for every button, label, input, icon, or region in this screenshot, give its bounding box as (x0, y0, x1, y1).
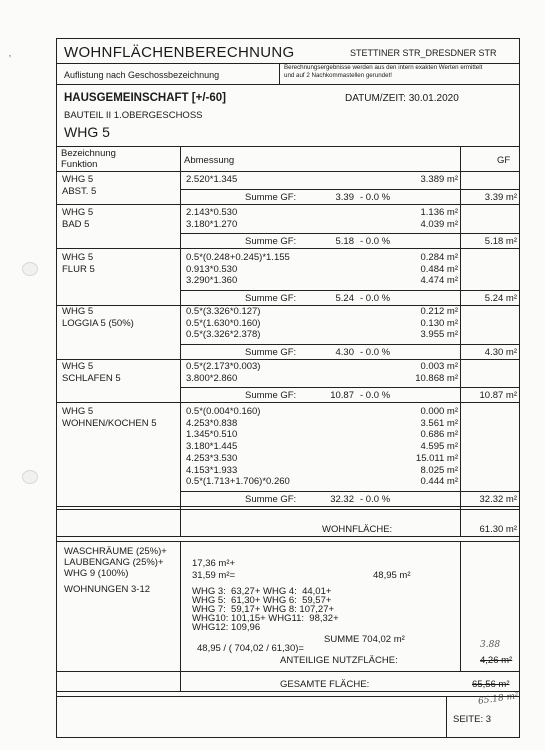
subtotal-rule (180, 189, 520, 190)
shared-area-labels (64, 546, 167, 595)
item-area: 3.389 m² (420, 174, 458, 185)
item-area: 4.039 m² (420, 218, 458, 230)
dimension-formula: 4.153*1.933 (186, 464, 238, 476)
room-unit: WHG 5 (62, 174, 94, 185)
item-area: 1.136 m² (420, 207, 458, 218)
room-unit: WHG 5 (62, 361, 94, 372)
sum-value: 32.32 (330, 493, 354, 505)
unit-area-line: WHG12: 109,96 (192, 622, 261, 633)
sum-percent: - 0.0 % (360, 236, 391, 248)
dimension-formula: 3.180*1.445 (186, 441, 238, 453)
unit-area-line: WHG10: 101,15+ WHG11: 98,32+ (192, 613, 339, 624)
handwritten-correction: 3.88 (480, 640, 501, 650)
shared-area-line: WOHNUNGEN 3-12 (64, 584, 151, 595)
wohnflaeche-label: WOHNFLÄCHE: (322, 524, 393, 535)
sum-value: 5.24 (335, 293, 354, 305)
dimension-formula: 3.290*1.360 (186, 275, 238, 287)
sum-value: 10.87 (330, 390, 354, 402)
room-gf: 5.18 m² (484, 236, 517, 248)
item-area: 0.000 m² (420, 406, 458, 417)
share-formula: 48,95 / ( 704,02 / 61,30)= (197, 643, 304, 654)
total-area-value: 65,56 m² (472, 679, 510, 690)
share-value: 4,26 m² (480, 655, 513, 666)
unit-area-list (192, 587, 339, 632)
dimension-formula: 0.5*(0.004*0.160) (186, 406, 261, 417)
dimension-formula: 0.913*0.530 (186, 263, 238, 275)
dimension-formula: 2.520*1.345 (186, 174, 238, 185)
sum-percent: - 0.0 % (360, 191, 391, 203)
dimension-formula: 0.5*(2.173*0.003) (186, 361, 261, 372)
unit-area-line: WHG 7: 59,17+ WHG 8: 107,27+ (192, 604, 335, 615)
sum-label: Summe GF: (245, 293, 297, 305)
date-time: DATUM/ZEIT: 30.01.2020 (345, 93, 459, 104)
sum-label: Summe GF: (245, 347, 297, 359)
page-title: WOHNFLÄCHENBERECHNUNG (64, 44, 295, 61)
room-name: ABST. 5 (62, 185, 97, 197)
room-gf: 3.39 m² (484, 191, 517, 203)
item-area: 0.212 m² (420, 306, 458, 317)
subtitle: Auflistung nach Geschossbezeichnung (64, 70, 220, 80)
note-line: und auf 2 Nachkommastellen gerundet! (284, 72, 393, 79)
shared-value-1: 17,36 m²+ (192, 558, 236, 569)
share-label: ANTEILIGE NUTZFLÄCHE: (280, 655, 398, 666)
item-area: 10.868 m² (415, 372, 458, 384)
address: STETTINER STR_DRESDNER STR (350, 48, 497, 58)
unit-title: WHG 5 (64, 124, 110, 140)
note-line: Berechnungsergebnisse werden aus den intern exakten Werten ermittelt (284, 64, 483, 71)
row-separator (56, 402, 520, 403)
handwritten-total: 65.18 m² (477, 691, 520, 707)
shared-value-2: 31,59 m²= (192, 570, 236, 581)
item-area: 4.595 m² (420, 441, 458, 453)
dimension-formula: 4.253*3.530 (186, 452, 238, 464)
sum-percent: - 0.0 % (360, 293, 391, 305)
subtotal-rule (180, 290, 520, 291)
item-area: 0.686 m² (420, 429, 458, 441)
room-gf: 4.30 m² (484, 347, 517, 359)
item-area: 0.130 m² (420, 317, 458, 329)
row-separator (56, 204, 520, 205)
shared-area-line: WASCHRÄUME (25%)+ (64, 546, 167, 557)
sum-value: 4.30 (335, 347, 354, 359)
room-gf: 10.87 m² (479, 390, 517, 402)
subtotal-rule (180, 387, 520, 388)
room-unit: WHG 5 (62, 406, 94, 417)
col-header-gf: GF (497, 155, 511, 166)
shared-value-total: 48,95 m² (373, 570, 411, 581)
room-name: WOHNEN/KOCHEN 5 (62, 417, 157, 429)
sum-label: Summe GF: (245, 236, 297, 248)
header-line: Funktion (61, 159, 98, 170)
dimension-formula: 3.800*2.860 (186, 372, 238, 384)
dimension-formula: 2.143*0.530 (186, 207, 238, 218)
dimension-formula: 0.5*(0.248+0.245)*1.155 (186, 252, 290, 263)
sum-value: 3.39 (335, 191, 354, 203)
room-gf: 32.32 m² (479, 493, 517, 505)
total-area-label: GESAMTE FLÄCHE: (280, 679, 370, 690)
sum-percent: - 0.0 % (360, 493, 391, 505)
dimension-formula: 4.253*0.838 (186, 417, 238, 429)
shared-area-line: LAUBENGANG (25%)+ (64, 557, 164, 568)
subtotal-rule (180, 344, 520, 345)
col-header-designation (61, 148, 116, 170)
room-name: SCHLAFEN 5 (62, 372, 121, 384)
row-separator (56, 248, 520, 249)
subtotal-rule (180, 233, 520, 234)
wohnflaeche-value: 61.30 m² (479, 524, 517, 535)
sum-value: 5.18 (335, 236, 354, 248)
sum-label: Summe GF: (245, 390, 297, 402)
item-area: 0.484 m² (420, 263, 458, 275)
item-area: 0.003 m² (420, 361, 458, 372)
subtotal-rule (180, 491, 520, 492)
col-header-dimension: Abmessung (184, 155, 235, 166)
room-unit: WHG 5 (62, 306, 94, 317)
item-area: 4.474 m² (420, 275, 458, 287)
sum-label: Summe GF: (245, 191, 297, 203)
item-area: 3.561 m² (420, 417, 458, 429)
room-unit: WHG 5 (62, 252, 94, 263)
item-area: 3.955 m² (420, 329, 458, 341)
room-name: FLUR 5 (62, 263, 95, 275)
dimension-formula: 0.5*(3.326*2.378) (186, 329, 261, 341)
item-area: 8.025 m² (420, 464, 458, 476)
building-part: BAUTEIL II 1.OBERGESCHOSS (64, 110, 203, 121)
item-area: 0.444 m² (420, 476, 458, 488)
dimension-formula: 0.5*(3.326*0.127) (186, 306, 261, 317)
dimension-formula: 3.180*1.270 (186, 218, 238, 230)
punch-hole (22, 262, 38, 276)
dimension-formula: 1.345*0.510 (186, 429, 238, 441)
rounding-note (284, 64, 482, 80)
room-unit: WHG 5 (62, 207, 94, 218)
dimension-formula: 0.5*(1.713+1.706)*0.260 (186, 476, 290, 488)
unit-area-line: WHG 3: 63,27+ WHG 4: 44,01+ (192, 586, 332, 597)
item-area: 15.011 m² (415, 452, 458, 464)
room-name: BAD 5 (62, 218, 90, 230)
page-number: SEITE: 3 (453, 714, 492, 725)
shared-area-line: WHG 9 (100%) (64, 568, 129, 579)
header-line: Bezeichnung (61, 148, 116, 159)
dimension-formula: 0.5*(1.630*0.160) (186, 317, 261, 329)
punch-hole (22, 470, 38, 484)
sum-total: SUMME 704,02 m² (324, 634, 405, 645)
room-name: LOGGIA 5 (50%) (62, 317, 134, 329)
room-gf: 5.24 m² (484, 293, 517, 305)
row-separator (56, 506, 520, 507)
item-area: 0.284 m² (420, 252, 458, 263)
sum-percent: - 0.0 % (360, 390, 391, 402)
pen-mark: ʼ (9, 54, 11, 64)
sum-percent: - 0.0 % (360, 347, 391, 359)
project-name: HAUSGEMEINSCHAFT [+/-60] (64, 92, 226, 104)
unit-area-line: WHG 5: 61,30+ WHG 6: 59,57+ (192, 595, 332, 606)
row-separator (56, 359, 520, 360)
sum-label: Summe GF: (245, 493, 297, 505)
